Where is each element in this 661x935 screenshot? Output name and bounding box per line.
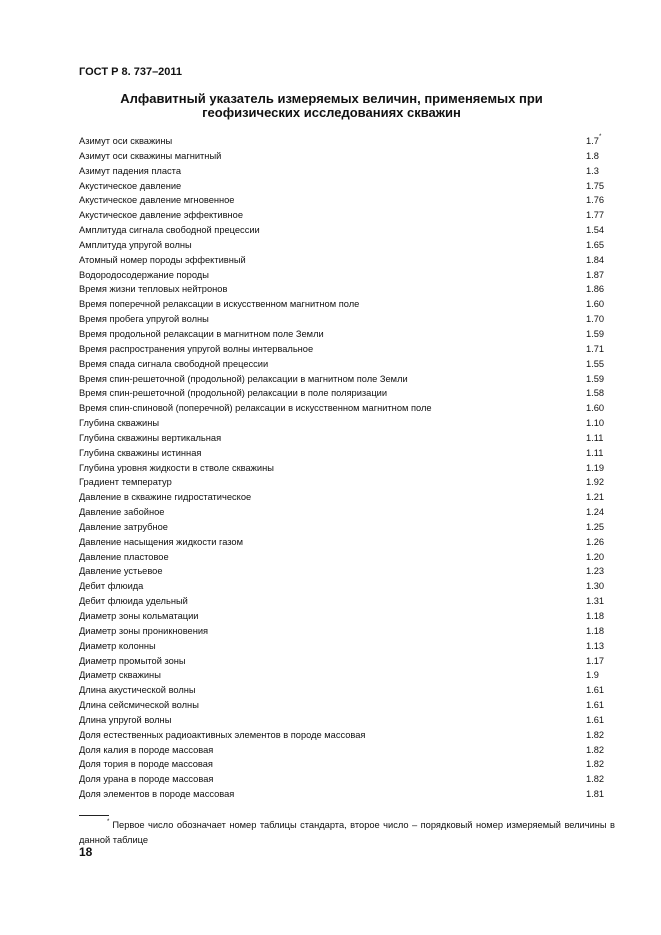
index-row [79, 297, 605, 312]
index-term: Градиент температур [79, 477, 172, 488]
index-term: Азимут оси скважины магнитный [79, 150, 222, 161]
index-reference-number: 1.81 [586, 789, 605, 800]
index-row [79, 668, 605, 683]
index-reference-number: 1.17 [586, 655, 605, 666]
index-reference-number: 1.58 [586, 388, 605, 399]
index-reference [586, 535, 604, 550]
index-row [79, 757, 605, 772]
index-reference-number: 1.11 [586, 447, 604, 458]
index-term: Длина сейсмической волны [79, 700, 199, 711]
index-reference [586, 134, 601, 149]
index-reference [586, 639, 604, 654]
index-row [79, 268, 605, 283]
index-term: Давление устьевое [79, 566, 163, 577]
index-term: Диаметр зоны кольматации [79, 611, 199, 621]
index-row [79, 743, 605, 758]
index-row [79, 179, 605, 194]
index-reference-number: 1.76 [586, 195, 605, 206]
page-title-line-2: геофизических исследованиях скважин [202, 105, 461, 120]
index-term: Амплитуда сигнала свободной прецессии [79, 225, 260, 236]
index-row [79, 164, 605, 179]
index-reference-number: 1.54 [586, 225, 605, 236]
index-term: Время распространения упругой волны интервальное [79, 343, 314, 354]
page-title-line-1: Алфавитный указатель измеряемых величин, применяемых при [120, 91, 543, 106]
index-row [79, 698, 605, 713]
footnote-text: Первое число обозначает номер таблицы стандарта, второе число – порядковый номер измеряемый величины в данной таблице [79, 820, 615, 845]
index-reference [586, 357, 604, 372]
index-reference-number: 1.10 [586, 418, 605, 429]
index-reference [586, 327, 604, 342]
index-reference [586, 431, 603, 446]
index-row [79, 223, 605, 238]
index-row [79, 728, 605, 743]
index-reference-number: 1.55 [586, 358, 605, 369]
index-row [79, 594, 605, 609]
index-reference-number: 1.70 [586, 314, 605, 325]
index-row [79, 520, 605, 535]
index-row [79, 654, 605, 669]
index-reference-number: 1.84 [586, 254, 605, 265]
index-reference [586, 728, 604, 743]
index-reference [586, 446, 603, 461]
index-term: Акустическое давление эффективное [79, 210, 244, 221]
index-reference-number: 1.30 [586, 581, 605, 592]
index-reference [586, 564, 604, 579]
index-term: Амплитуда упругой волны [79, 239, 192, 250]
index-reference [586, 416, 604, 431]
index-term: Время пробега упругой волны [79, 314, 209, 325]
index-reference [586, 520, 604, 535]
index-row [79, 564, 605, 579]
index-row [79, 446, 605, 461]
index-reference-number: 1.61 [586, 714, 605, 725]
index-row [79, 238, 605, 253]
index-reference-number: 1.9 [586, 670, 599, 681]
index-reference-number: 1.82 [586, 729, 605, 740]
index-reference [586, 668, 599, 683]
index-reference [586, 772, 604, 787]
index-reference-number: 1.77 [586, 210, 605, 221]
index-reference [586, 179, 604, 194]
index-row [79, 505, 605, 520]
index-term: Азимут оси скважины [79, 136, 173, 146]
footnote-reference-mark: * [598, 134, 602, 140]
index-row [79, 772, 605, 787]
index-term: Доля урана в породе массовая [79, 774, 214, 785]
index-reference-number: 1.65 [586, 239, 605, 250]
index-reference [586, 505, 604, 520]
index-reference-number: 1.23 [586, 566, 605, 577]
index-reference [586, 401, 604, 416]
index-reference [586, 624, 604, 639]
index-row [79, 134, 605, 149]
index-term: Длина акустической волны [79, 685, 196, 696]
index-row [79, 713, 605, 728]
index-row [79, 639, 605, 654]
index-term: Доля тория в породе массовая [79, 759, 213, 770]
index-reference-number: 1.61 [586, 700, 605, 711]
index-term: Глубина скважины вертикальная [79, 432, 222, 443]
index-term: Время поперечной релаксации в искусственном магнитном поле [79, 299, 360, 310]
document-header: ГОСТ Р 8. 737–2011 [79, 66, 183, 78]
index-reference-number: 1.8 [586, 150, 599, 161]
index-reference [586, 654, 604, 669]
index-term: Время спин-спиновой (поперечной) релаксации в искусственном магнитном поле [79, 403, 432, 414]
index-term: Давление забойное [79, 507, 165, 518]
index-term: Время продольной релаксации в магнитном поле Земли [79, 328, 324, 339]
index-reference [586, 698, 604, 713]
index-reference-number: 1.24 [586, 507, 605, 518]
index-row [79, 372, 605, 387]
index-row [79, 787, 605, 802]
index-row [79, 490, 605, 505]
index-term: Доля калия в породе массовая [79, 744, 214, 755]
index-reference [586, 743, 604, 758]
index-row [79, 416, 605, 431]
index-reference-number: 1.82 [586, 774, 605, 785]
index-row [79, 342, 605, 357]
index-reference [586, 149, 599, 164]
index-reference-number: 1.59 [586, 328, 605, 339]
index-reference [586, 342, 604, 357]
index-reference [586, 594, 604, 609]
index-row [79, 253, 605, 268]
page-title [79, 92, 584, 120]
index-reference-number: 1.25 [586, 521, 605, 532]
index-reference [586, 550, 604, 565]
index-reference-number: 1.13 [586, 640, 605, 651]
index-term: Акустическое давление [79, 180, 182, 191]
index-term: Время жизни тепловых нейтронов [79, 284, 228, 295]
index-row [79, 550, 605, 565]
index-reference [586, 386, 604, 401]
index-reference [586, 475, 604, 490]
index-reference-number: 1.82 [586, 759, 605, 770]
index-reference [586, 461, 604, 476]
index-term: Диаметр зоны проникновения [79, 625, 209, 636]
page-number: 18 [79, 845, 93, 859]
index-reference [586, 372, 604, 387]
index-reference [586, 268, 604, 283]
index-reference [586, 223, 604, 238]
index-reference [586, 193, 604, 208]
index-reference-number: 1.21 [586, 492, 605, 503]
index-reference [586, 579, 604, 594]
index-reference [586, 238, 604, 253]
index-row [79, 535, 605, 550]
index-row [79, 386, 605, 401]
index-row [79, 579, 605, 594]
index-reference-number: 1.71 [586, 343, 605, 354]
index-reference [586, 683, 604, 698]
index-term: Дебит флюида удельный [79, 596, 188, 607]
index-term: Водородосодержание породы [79, 269, 209, 280]
index-term: Длина упругой волны [79, 714, 172, 725]
index-reference [586, 490, 604, 505]
index-row [79, 312, 605, 327]
index-reference-number: 1.59 [586, 373, 605, 384]
index-reference [586, 208, 604, 223]
footnote [79, 818, 615, 848]
index-term: Давление насыщения жидкости газом [79, 536, 243, 547]
index-term: Время спин-решеточной (продольной) релаксации в магнитном поле Земли [79, 373, 408, 384]
index-reference [586, 787, 604, 802]
index-term: Давление в скважине гидростатическое [79, 492, 252, 503]
index-term: Диаметр скважины [79, 670, 161, 681]
index-term: Время спада сигнала свободной прецессии [79, 358, 269, 369]
index-term: Азимут падения пласта [79, 165, 181, 176]
index-reference [586, 297, 604, 312]
index-row [79, 683, 605, 698]
index-reference [586, 713, 604, 728]
index-reference [586, 282, 604, 297]
index-reference-number: 1.18 [586, 625, 605, 636]
index-row [79, 401, 605, 416]
index-term: Доля элементов в породе массовая [79, 789, 235, 800]
index-row [79, 208, 605, 223]
index-reference-number: 1.31 [586, 596, 605, 607]
index-reference [586, 312, 604, 327]
index-term: Акустическое давление мгновенное [79, 195, 235, 206]
index-term: Диаметр колонны [79, 640, 156, 651]
index-reference-number: 1.20 [586, 551, 605, 562]
index-reference-number: 1.26 [586, 536, 605, 547]
index-reference [586, 757, 604, 772]
index-term: Доля естественных радиоактивных элементов в породе массовая [79, 729, 366, 740]
index-reference-number: 1.18 [586, 611, 605, 621]
index-reference-number: 1.11 [586, 432, 604, 443]
index-row [79, 327, 605, 342]
index-row [79, 149, 605, 164]
index-reference [586, 609, 604, 624]
index-row [79, 431, 605, 446]
index-reference-number: 1.60 [586, 403, 605, 414]
index-reference-number: 1.61 [586, 685, 605, 696]
index-reference-number: 1.87 [586, 269, 605, 280]
index-row [79, 461, 605, 476]
index-reference-number: 1.75 [586, 180, 605, 191]
index-term: Диаметр промытой зоны [79, 655, 186, 666]
index-row [79, 282, 605, 297]
index-term: Давление затрубное [79, 521, 168, 532]
footnote-mark: * [107, 819, 110, 825]
index-term: Давление пластовое [79, 551, 169, 562]
index-reference-number: 1.86 [586, 284, 605, 295]
index-reference [586, 253, 604, 268]
index-term: Глубина скважины [79, 418, 160, 429]
index-term: Глубина скважины истинная [79, 447, 202, 458]
index-reference-number: 1.60 [586, 299, 605, 310]
index-reference-number: 1.82 [586, 744, 605, 755]
index-reference-number: 1.19 [586, 462, 605, 473]
index-row [79, 624, 605, 639]
index-term: Дебит флюида [79, 581, 144, 592]
index-reference [586, 164, 599, 179]
index-row [79, 609, 605, 624]
index-reference-number: 1.92 [586, 477, 605, 488]
index-row [79, 475, 605, 490]
index-term: Атомный номер породы эффективный [79, 254, 246, 265]
index-row [79, 357, 605, 372]
alphabetical-index [79, 134, 605, 802]
footnote-divider [79, 815, 109, 816]
index-reference-number: 1.7 [586, 136, 599, 146]
index-term: Время спин-решеточной (продольной) релаксации в поле поляризации [79, 388, 388, 399]
index-row [79, 193, 605, 208]
index-term: Глубина уровня жидкости в стволе скважины [79, 462, 274, 473]
index-reference-number: 1.3 [586, 165, 599, 176]
